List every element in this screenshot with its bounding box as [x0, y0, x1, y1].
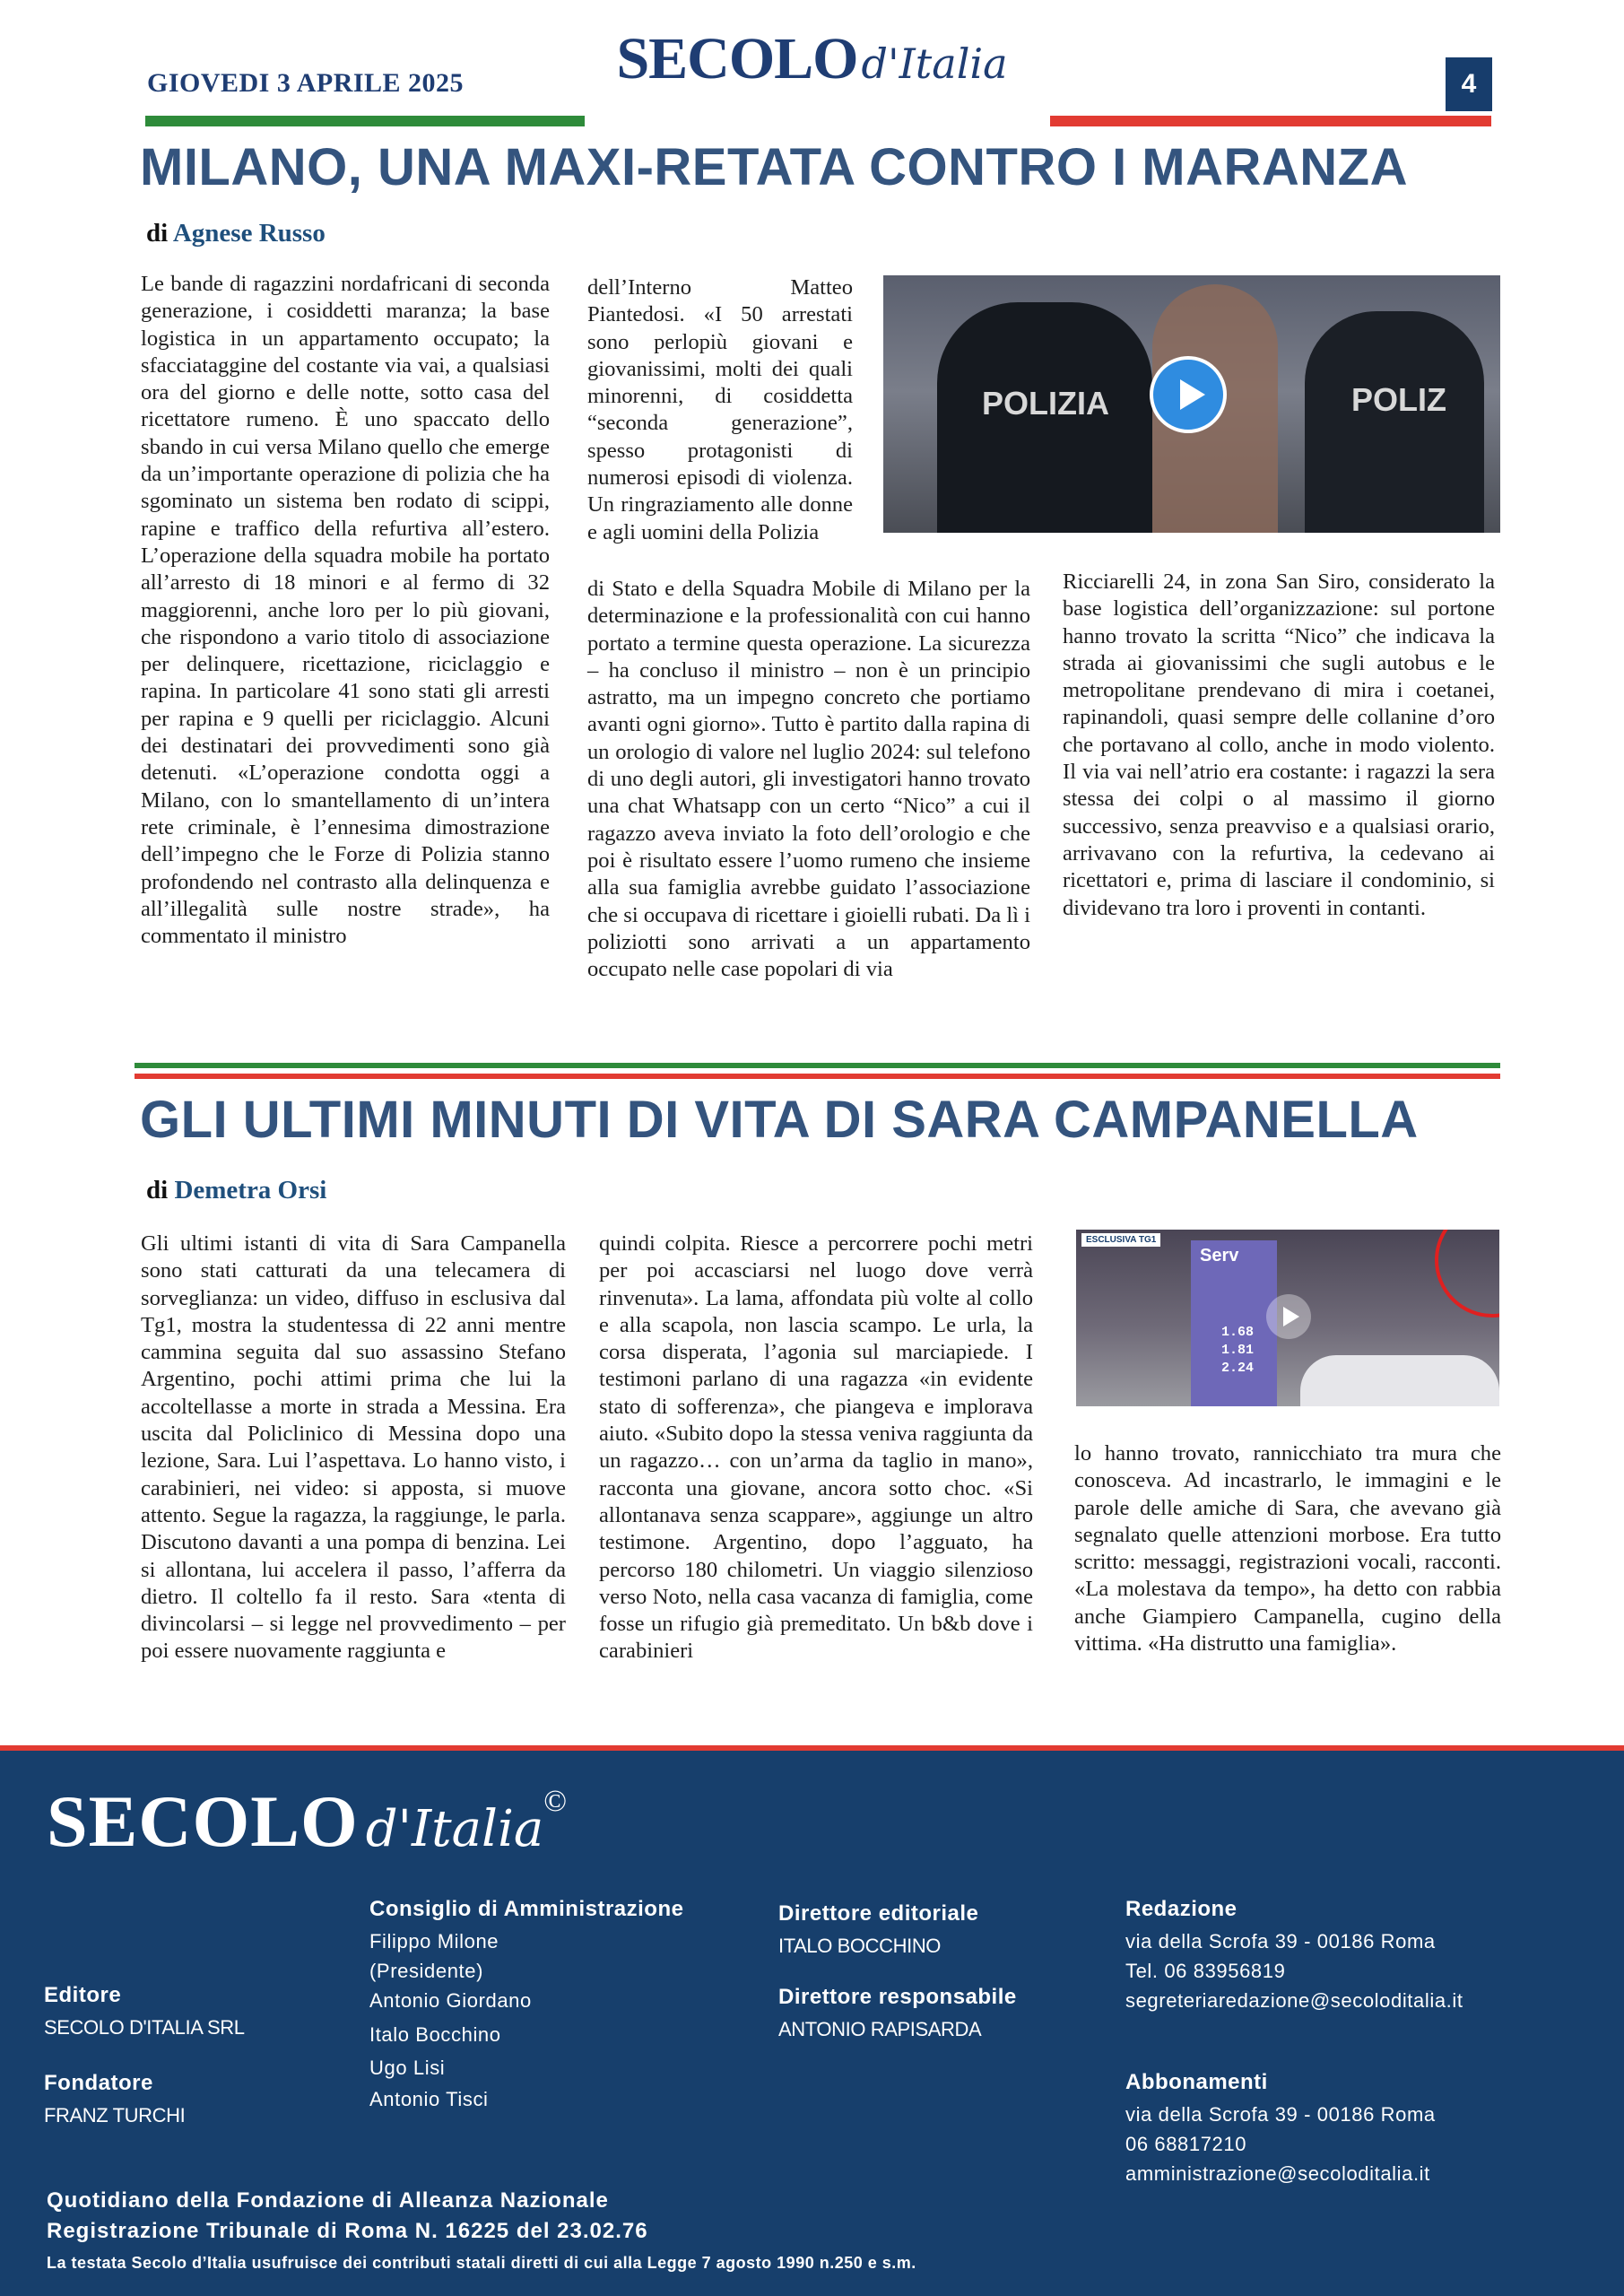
copyright-mark: © [543, 1785, 568, 1818]
fuel-price-2: 1.81 [1221, 1343, 1255, 1358]
cda-member: Ugo Lisi [369, 2057, 446, 2079]
play-triangle-icon [1266, 1294, 1311, 1339]
article2-video-player[interactable] [1076, 1230, 1499, 1406]
article2-column-3 [1074, 1440, 1501, 1657]
masthead-logo[interactable] [0, 25, 1624, 93]
fondatore-label: Fondatore [44, 2071, 153, 2095]
article2-col2-text: quindi colpita. Riesce a percorrere pochi metri per poi accasciarsi nel luogo dove verrà rinvenuta». La lama, affondata più volte al collo e alla scapola, non lascia scampo. Le urla, la corsa disperata, l’agonia sul marciapiede. I testimoni parlano di una ragazza «in evidente stato di sofferenza», che piangeva e implorava aiuto. «Subito dopo la stessa veniva raggiunta da un ragazzo… con un’arma da taglio in mano», racconta una giovane, ancora sotto choc. «Si allontanava senza scappare», aggiunge un altro testimone. Argentino, dopo l’agguato, ha percorso 180 chilometri. Un viaggio silenzioso verso Noto, nella casa vacanza di famiglia, come fosse un rifugio già premeditato. Un b&b dove i carabinieri [599, 1231, 1033, 1664]
article1-col2-top-text: dell’Interno Matteo Piantedosi. «I 50 arrestati sono perlopiù giovani e giovanissimi, molti dei quali minorenni, di cosiddetta “seconda generazione”, spesso protagonisti di numerosi episodi di violenza. Un ringraziamento alle donne e agli uomini della Polizia [587, 275, 853, 544]
play-button-icon[interactable] [1150, 356, 1227, 433]
cda-label: Consiglio di Amministrazione [369, 1897, 684, 1921]
abbonamenti-email-link[interactable]: amministrazione@secoloditalia.it [1125, 2162, 1430, 2185]
article2-byline [146, 1176, 326, 1205]
dir-editoriale-label: Direttore editoriale [778, 1901, 979, 1926]
cda-member: Antonio Tisci [369, 2088, 489, 2110]
article1-col2-bottom-text: di Stato e della Squadra Mobile di Milano per la determinazione e la professionalità con cui hanno portato a termine questa operazione. La sicurezza – ha concluso il ministro – non è un principio astratto, ma un impegno concreto che portiamo avanti ogni giorno». Tutto è partito dalla rapina di un orologio di valore nel luglio 2024: sul telefono di uno degli autori, gli investigatori hanno trovato una chat Whatsapp con un certo “Nico” a cui il ragazzo aveva inviato la foto dell’orologio e che poi è risultato essere l’uomo rumeno che insieme alla sua famiglia avrebbe guidato l’associazione che si occupava di ricettare i gioielli rubati. Da lì i poliziotti sono arrivati a un appartamento occupato nelle case popolari di via [587, 577, 1030, 982]
article1-column-1 [141, 271, 550, 950]
redazione-label: Redazione [1125, 1897, 1238, 1921]
article2-col1-text: Gli ultimi istanti di vita di Sara Campanella sono stati catturati da una telecamera di sorveglianza: un video, diffuso in esclusiva dal Tg1, mostra la studentessa di 22 anni mentre cammina seguita dal suo assassino Stefano Argentino, pochi attimi prima che lui la accoltellasse a morte in strada a Messina. Era uscita dal Policlinico di Messina dopo una lezione, Sara. Lui l’aspettava. Lo hanno visto, i carabinieri, nei video: si apposta, si muove attento. Segue la ragazza, la raggiunge, le parla. Discutono davanti a una pompa di benzina. Lei si allontana, lui accelera il passo, l’afferra da dietro. Il coltello fa il resto. Sara «tenta di divincolarsi – si legge nel provvedimento – per poi essere nuovamente raggiunta e [141, 1231, 566, 1664]
dir-editoriale-value: ITALO BOCCHINO [778, 1935, 942, 1957]
section-divider-green [135, 1063, 1500, 1068]
fuel-sign-label: Serv [1200, 1246, 1239, 1265]
editore-value: SECOLO D'ITALIA SRL [44, 2016, 245, 2039]
cda-member: Filippo Milone [369, 1930, 499, 1952]
abbonamenti-label: Abbonamenti [1125, 2070, 1268, 2094]
cda-member: Antonio Giordano [369, 1989, 532, 2012]
author-link[interactable]: Agnese Russo [172, 219, 326, 248]
fuel-station-sign [1191, 1240, 1277, 1406]
editore-label: Editore [44, 1983, 122, 2007]
cda-member: (Presidente) [369, 1960, 484, 1982]
play-button-icon[interactable] [1266, 1294, 1311, 1339]
video-figure-right [1305, 311, 1484, 533]
article1-col3-text: Ricciarelli 24, in zona San Siro, considerato la base logistica dell’organizzazione: sul portone hanno trovato la scritta “Nico” che indicava la strada ai giovanissimi che sugli autobus e le metropolitane prendevano di mira i coetanei, rapinandoli, quasi sempre delle collanine d’oro che portavano al collo, anche in modo violento. Il via vai nell’atrio era costante: i ragazzi la sera stessa dei colpi o al massimo il giorno successivo, senza preavviso e a qualsiasi orario, arrivavano con la refurtiva, la cedevano ai ricettatori e, prima di lasciare il condominio, si dividevano tra loro i proventi in contanti. [1063, 570, 1495, 920]
article1-byline [146, 219, 326, 248]
footer-logo-wordmark: SECOLO [47, 1780, 359, 1862]
logo-wordmark: SECOLO [616, 26, 858, 91]
highlight-circle [1435, 1230, 1499, 1318]
logo-script: d'Italia [861, 39, 1008, 88]
section-divider-red [135, 1074, 1500, 1079]
redazione-address: via della Scrofa 39 - 00186 Roma [1125, 1930, 1436, 1952]
parked-car [1300, 1355, 1499, 1406]
footer-foundation-line: Quotidiano della Fondazione di Alleanza Nazionale [47, 2188, 609, 2213]
fuel-price-1: 1.68 [1221, 1325, 1255, 1340]
article1-column-2-top [587, 274, 853, 546]
issue-date: GIOVEDI 3 APRILE 2025 [147, 68, 465, 98]
article2-column-1 [141, 1231, 566, 1665]
page-number: 4 [1446, 57, 1492, 111]
abbonamenti-address: via della Scrofa 39 - 00186 Roma [1125, 2103, 1436, 2126]
byline-prefix: di [146, 219, 169, 248]
abbonamenti-phone[interactable]: 06 68817210 [1125, 2133, 1247, 2155]
article2-headline: GLI ULTIMI MINUTI DI VITA DI SARA CAMPANELLA [140, 1091, 1419, 1149]
article1-col1-text: Le bande di ragazzini nordafricani di seconda generazione, i cosiddetti maranza; la base logistica in un appartamento occupato; la sfacciataggine del costante via vai, a qualsiasi ora del giorno e delle notte, sotto casa del ricettatore rumeno. È uno spaccato dello sbando in cui versa Milano quello che emerge da un’importante operazione di polizia che ha sgominato un sistema ben rodato di scippi, rapine e traffico della refurtiva all’estero. L’operazione della squadra mobile ha portato all’arresto di 18 minori e al fermo di 32 maggiorenni, anche loro per lo più giovani, che rispondono a vario titolo di associazione per delinquere, ricettazione, riciclaggio e rapina. In particolare 41 sono stati gli arresti per rapina e 9 quelli per riciclaggio. Alcuni dei destinatari dei provvedimenti sono già detenuti. «L’operazione condotta oggi a Milano, con lo smantellamento di un’intera rete criminale, è l’ennesima dimostrazione dell’impegno che le Forze di Polizia stanno profondendo nel contrasto alla delinquenza e all’illegalità sulle nostre strade», ha commentato il ministro [141, 272, 550, 949]
footer-colophon [0, 1751, 1624, 2296]
fondatore-value: FRANZ TURCHI [44, 2104, 186, 2126]
redazione-email-link[interactable]: segreteriaredazione@secoloditalia.it [1125, 1989, 1463, 2012]
article1-headline: MILANO, UNA MAXI-RETATA CONTRO I MARANZA [140, 138, 1408, 196]
byline-prefix: di [146, 1176, 169, 1205]
footer-logo [47, 1779, 567, 1864]
fuel-price-3: 2.24 [1221, 1361, 1255, 1376]
article2-column-2 [599, 1231, 1033, 1665]
footer-logo-script: d'Italia [365, 1800, 544, 1858]
footer-legal-line: La testata Secolo d’Italia usufruisce dei contributi statali diretti di cui alla Legge 7 agosto 1990 n.250 e s.m. [47, 2254, 916, 2272]
flag-line-green [145, 116, 585, 126]
article1-column-3 [1063, 569, 1495, 922]
dir-responsabile-label: Direttore responsabile [778, 1985, 1017, 2009]
video-overlay-text-right: POLIZ [1351, 381, 1446, 418]
footer-registration-line: Registrazione Tribunale di Roma N. 16225 del 23.02.76 [47, 2219, 648, 2243]
video-overlay-text-left: POLIZIA [982, 385, 1109, 422]
author-link[interactable]: Demetra Orsi [174, 1176, 327, 1205]
article1-video-player[interactable] [883, 275, 1500, 533]
article1-column-2-bottom [587, 576, 1030, 983]
video-tag-badge: ESCLUSIVA TG1 [1081, 1233, 1160, 1247]
article2-col3-text: lo hanno trovato, rannicchiato tra mura che conosceva. Ad incastrarlo, le immagini e le parole delle amiche di Sara, che avevano già segnalato quelle attenzioni morbose. Era tutto scritto: messaggi, registrazioni vocali, racconti. «La molestava da tempo», ha detto con rabbia anche Giampiero Campanella, cugino della vittima. «Ha distrutto una famiglia». [1074, 1441, 1501, 1657]
dir-responsabile-value: ANTONIO RAPISARDA [778, 2018, 982, 2040]
play-triangle-icon [1153, 360, 1223, 430]
redazione-phone[interactable]: Tel. 06 83956819 [1125, 1960, 1286, 1982]
flag-line-red [1050, 116, 1491, 126]
cda-member: Italo Bocchino [369, 2023, 501, 2046]
